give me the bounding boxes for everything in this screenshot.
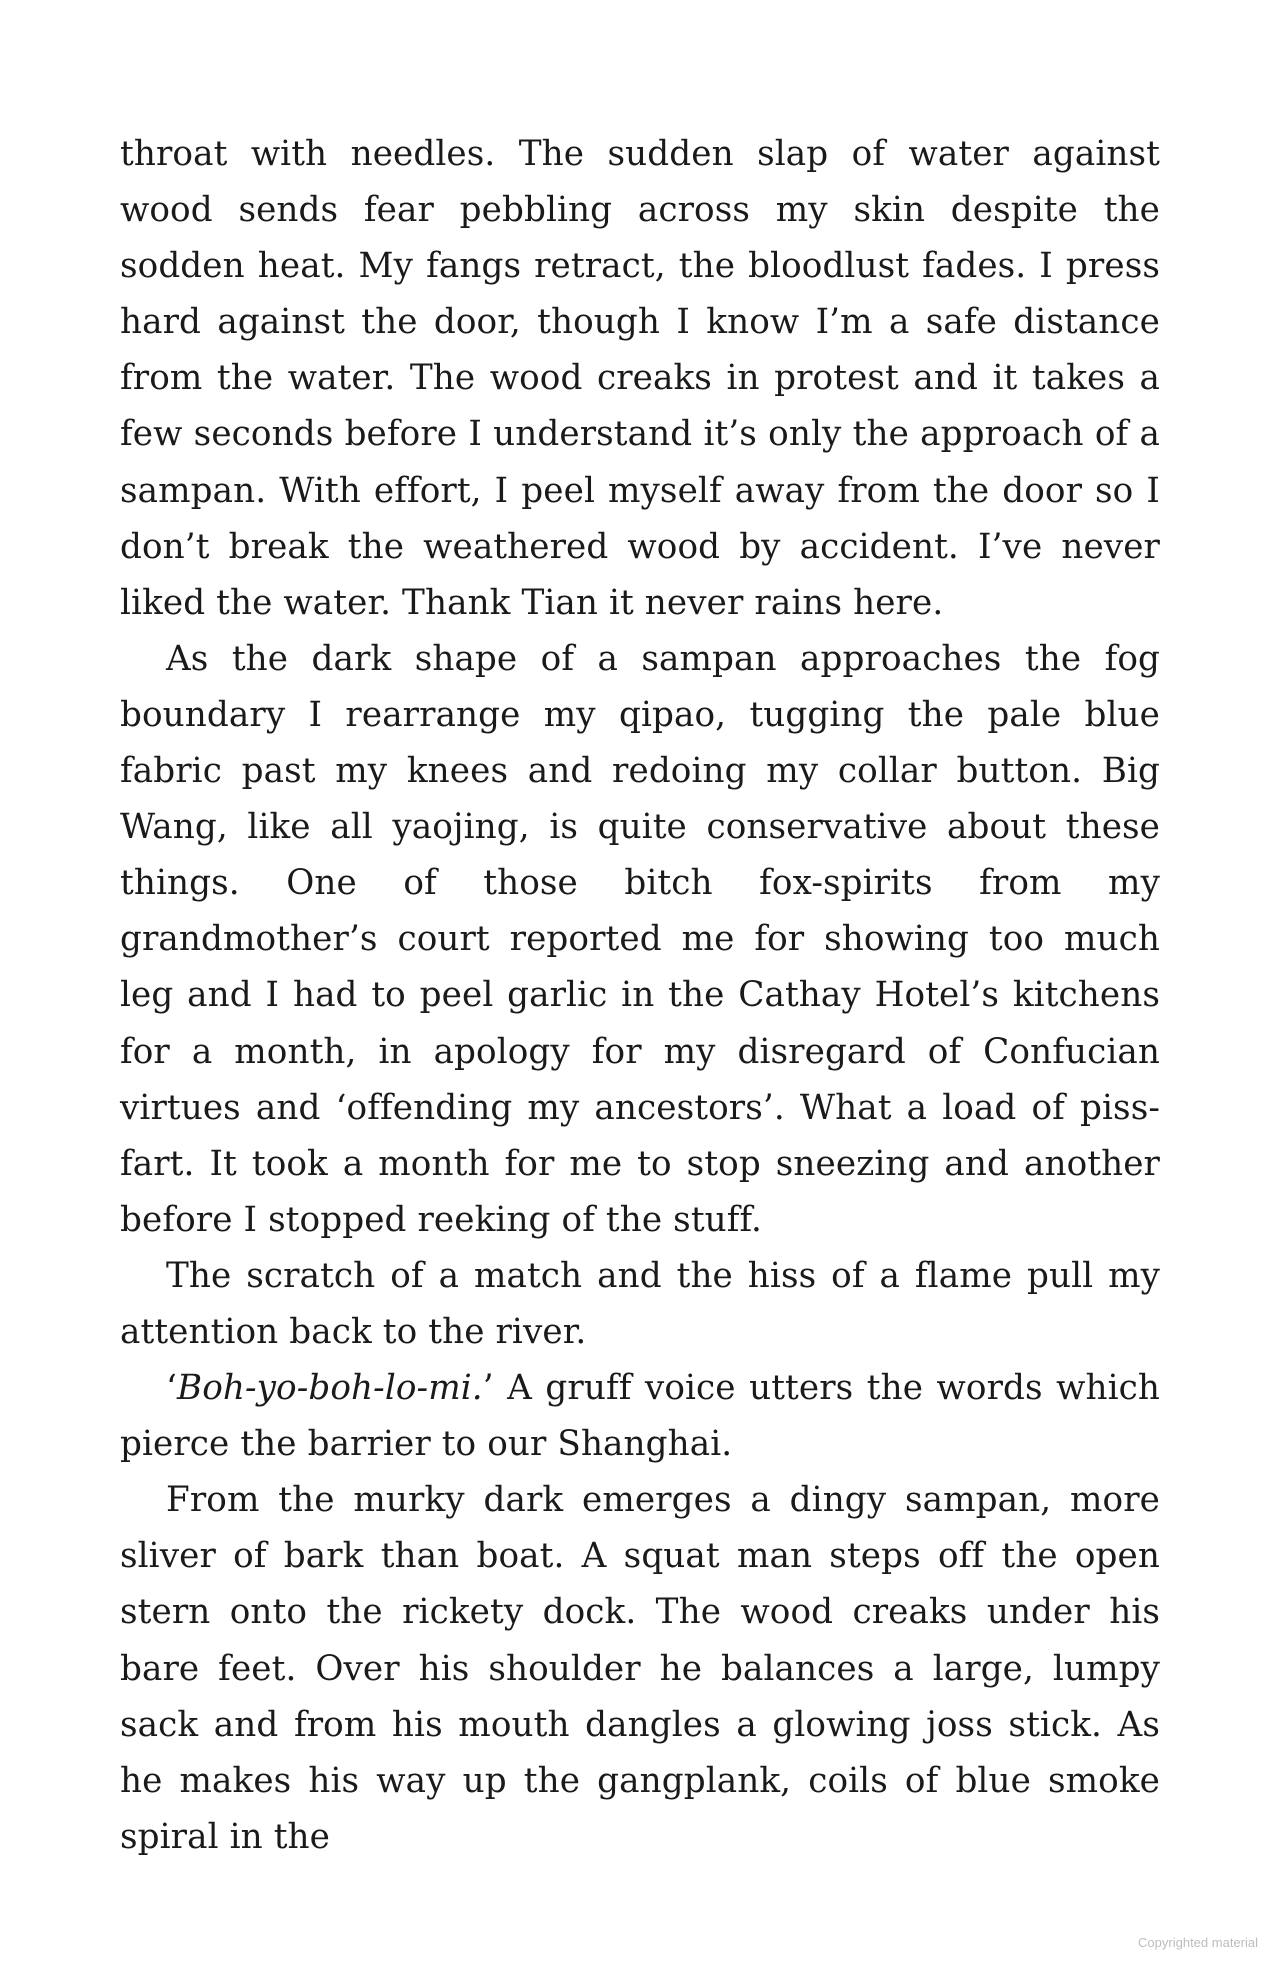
page-body <box>120 126 1160 1865</box>
open-quote: ‘ <box>166 1368 177 1409</box>
paragraph-5: From the murky dark emerges a dingy sampan, more sliver of bark than boat. A squat man steps off the open stern onto the rickety dock. The wood creaks under his bare feet. Over his shoulder he balances a large, lumpy sack and from his mouth dangles a glowing joss stick. As he makes his way up the gangplank, coils of blue smoke spiral in the <box>120 1480 1160 1857</box>
paragraph-3: The scratch of a match and the hiss of a flame pull my attention back to the river. <box>120 1255 1160 1352</box>
italic-incantation: Boh-yo-boh-lo-mi. <box>176 1368 483 1409</box>
paragraph-2: As the dark shape of a sampan approaches the fog boundary I rearrange my qipao, tugging the pale blue fabric past my knees and redoing my collar button. Big Wang, like all yaojing, is quite conservative about these things. One of those bitch fox-spirits from my grandmother’s court reported me for showing too much leg and I had to peel garlic in the Cathay Hotel’s kitchens for a month, in apology for my disregard of Confucian virtues and ‘offending my ancestors’. What a load of piss-fart. It took a month for me to stop sneezing and another before I stopped reeking of the stuff. <box>120 638 1160 1240</box>
copyright-watermark: Copyrighted material <box>1138 1935 1258 1950</box>
paragraph-1: throat with needles. The sudden slap of water against wood sends fear pebbling across my skin despite the sodden heat. My fangs retract, the bloodlust fades. I press hard against the door, though I know I’m a safe distance from the water. The wood creaks in protest and it takes a few seconds before I understand it’s only the approach of a sampan. With effort, I peel myself away from the door so I don’t break the weathered wood by accident. I’ve never liked the water. Thank Tian it never rains here. <box>120 134 1160 623</box>
paragraph-4 <box>120 1360 1160 1472</box>
paragraph-4-rest: ’ A gruff voice utters the words which pierce the barrier to our Shanghai. <box>120 1368 1160 1465</box>
